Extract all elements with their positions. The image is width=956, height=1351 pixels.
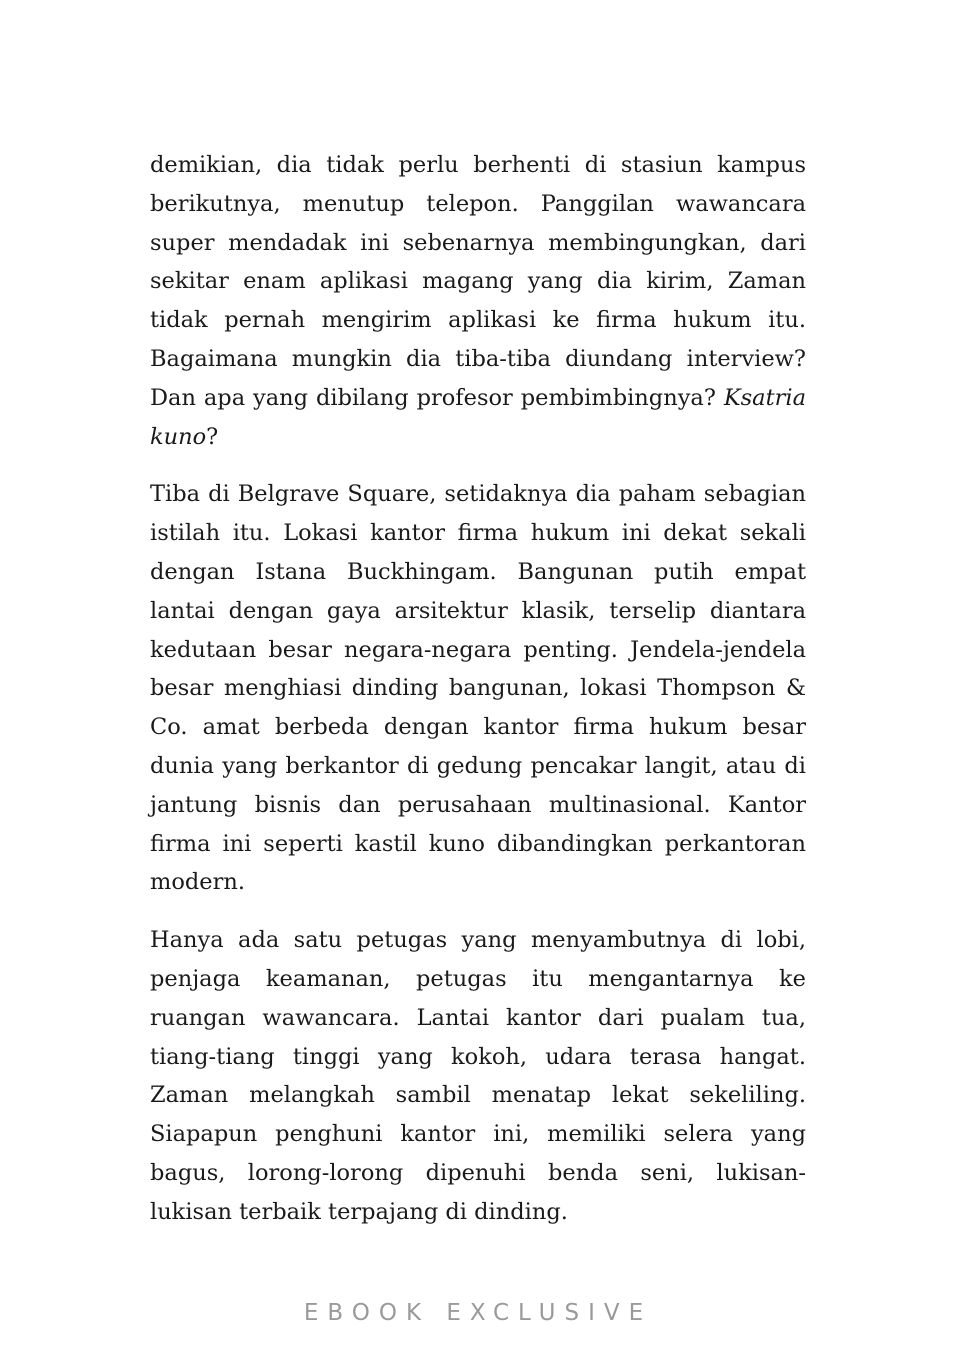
page-body bbox=[150, 146, 806, 1251]
paragraph-2: Tiba di Belgrave Square, setidaknya dia paham sebagian istilah itu. Lokasi kantor firma hukum ini dekat sekali dengan Istana Buckhingam. Bangunan putih empat lantai dengan gaya arsitektur klasik, terselip diantara kedutaan besar negara-negara penting. Jendela-jendela besar menghiasi dinding bangunan, lokasi Thompson & Co. amat berbeda dengan kantor firma hukum besar dunia yang berkantor di gedung pencakar langit, atau di jantung bisnis dan perusahaan multinasional. Kantor firma ini seperti kastil kuno dibandingkan perkantoran modern. bbox=[150, 481, 806, 896]
footer-label: EBOOK EXCLUSIVE bbox=[303, 1300, 653, 1326]
paragraph-1 bbox=[150, 146, 806, 456]
paragraph-3: Hanya ada satu petugas yang menyambutnya di lobi, penjaga keamanan, petugas itu mengantarnya ke ruangan wawancara. Lantai kantor dari pualam tua, tiang-tiang tinggi yang kokoh, udara terasa hangat. Zaman melangkah sambil menatap lekat sekeliling. Siapapun penghuni kantor ini, memiliki selera yang bagus, lorong-lorong dipenuhi benda seni, lukisan-lukisan terbaik terpajang di dinding. bbox=[150, 927, 806, 1225]
paragraph-1-end: ? bbox=[206, 423, 219, 450]
paragraph-1-text: demikian, dia tidak perlu berhenti di stasiun kampus berikutnya, menutup telepon. Panggilan wawancara super mendadak ini sebenarnya membingungkan, dari sekitar enam aplikasi magang yang dia kirim, Zaman tidak pernah mengirim aplikasi ke firma hukum itu. Bagaimana mungkin dia tiba-tiba diundang interview? Dan apa yang dibilang profesor pembimbingnya? bbox=[150, 152, 806, 411]
paragraph-1-italic: Ksatria kuno bbox=[150, 384, 806, 450]
